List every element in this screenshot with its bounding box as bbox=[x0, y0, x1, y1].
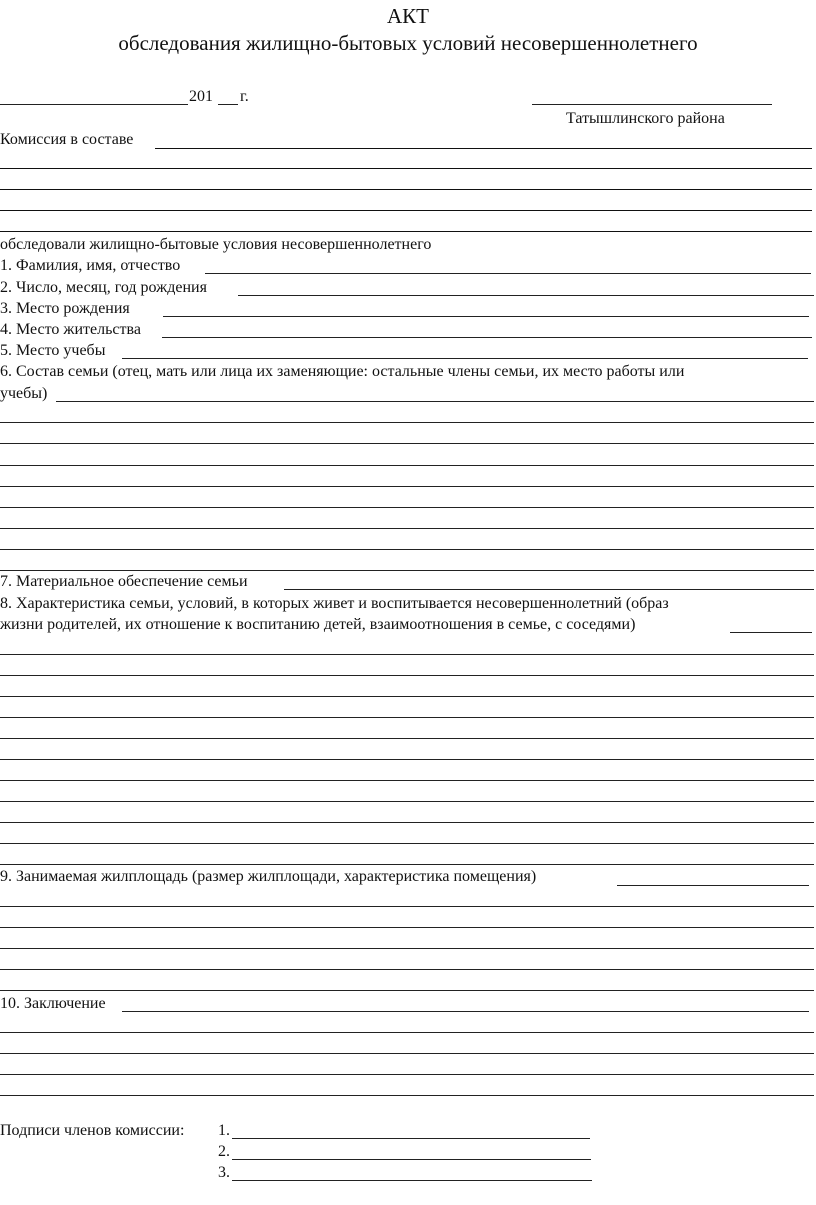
field-characteristic-line[interactable] bbox=[0, 759, 814, 760]
field-family-line[interactable] bbox=[0, 443, 814, 444]
field-characteristic-line[interactable] bbox=[0, 675, 814, 676]
field-family-line[interactable] bbox=[0, 465, 814, 466]
date-blank-line[interactable] bbox=[0, 104, 188, 105]
commission-blank-line[interactable] bbox=[0, 231, 812, 232]
field-living-space-line[interactable] bbox=[0, 906, 814, 907]
field-study-place-line[interactable] bbox=[122, 358, 808, 359]
signature-line-3[interactable] bbox=[232, 1180, 592, 1181]
field-study-place-label: 5. Место учебы bbox=[0, 342, 106, 359]
field-residence-line[interactable] bbox=[162, 337, 812, 338]
field-family-line[interactable] bbox=[0, 507, 814, 508]
field-characteristic-line[interactable] bbox=[0, 717, 814, 718]
field-birth-place-line[interactable] bbox=[163, 316, 809, 317]
field-living-space-line[interactable] bbox=[0, 969, 814, 970]
field-name-label: 1. Фамилия, имя, отчество bbox=[0, 257, 181, 274]
field-material-line[interactable] bbox=[284, 589, 814, 590]
field-family-label-line2: учебы) bbox=[0, 385, 48, 402]
signature-number-1: 1. bbox=[218, 1122, 230, 1139]
field-family-line[interactable] bbox=[0, 549, 814, 550]
field-characteristic-line[interactable] bbox=[0, 654, 814, 655]
year-suffix: г. bbox=[240, 88, 249, 105]
signature-line-2[interactable] bbox=[232, 1159, 591, 1160]
field-family-line[interactable] bbox=[0, 486, 814, 487]
commission-label: Комиссия в составе bbox=[0, 131, 134, 148]
signatures-label: Подписи членов комиссии: bbox=[0, 1122, 185, 1139]
field-living-space-label: 9. Занимаемая жилплощадь (размер жилплощади, характеристика помещения) bbox=[0, 868, 537, 885]
commission-blank-line[interactable] bbox=[155, 148, 812, 149]
field-living-space-line[interactable] bbox=[0, 948, 814, 949]
field-characteristic-label-line1: 8. Характеристика семьи, условий, в которых живет и воспитывается несовершеннолетний (образ bbox=[0, 595, 669, 612]
field-conclusion-line[interactable] bbox=[0, 1053, 814, 1054]
field-characteristic-line[interactable] bbox=[0, 843, 814, 844]
signature-number-3: 3. bbox=[218, 1164, 230, 1181]
field-family-line[interactable] bbox=[56, 401, 814, 402]
field-conclusion-line[interactable] bbox=[0, 1095, 814, 1096]
commission-blank-line[interactable] bbox=[0, 210, 812, 211]
field-conclusion-line[interactable] bbox=[0, 1074, 814, 1075]
signature-number-2: 2. bbox=[218, 1143, 230, 1160]
field-living-space-line[interactable] bbox=[0, 990, 814, 991]
field-conclusion-line[interactable] bbox=[0, 1032, 814, 1033]
field-family-line[interactable] bbox=[0, 528, 814, 529]
year-prefix: 201 bbox=[189, 88, 213, 105]
commission-conclusion-text: обследовали жилищно-бытовые условия несовершеннолетнего bbox=[0, 236, 432, 253]
field-material-label: 7. Материальное обеспечение семьи bbox=[0, 573, 248, 590]
settlement-blank-line[interactable] bbox=[532, 104, 772, 105]
field-conclusion-label: 10. Заключение bbox=[0, 995, 106, 1012]
district-label: Татышлинского района bbox=[566, 110, 725, 127]
field-characteristic-line[interactable] bbox=[0, 780, 814, 781]
field-living-space-line[interactable] bbox=[617, 885, 809, 886]
document-title: АКТ bbox=[387, 4, 429, 28]
commission-blank-line[interactable] bbox=[0, 189, 812, 190]
commission-blank-line[interactable] bbox=[0, 168, 812, 169]
signature-line-1[interactable] bbox=[232, 1138, 590, 1139]
field-characteristic-line[interactable] bbox=[0, 801, 814, 802]
field-characteristic-line[interactable] bbox=[0, 738, 814, 739]
field-characteristic-line[interactable] bbox=[0, 822, 814, 823]
field-birth-date-label: 2. Число, месяц, год рождения bbox=[0, 279, 207, 296]
field-family-label-line1: 6. Состав семьи (отец, мать или лица их заменяющие: остальные члены семьи, их место работы или bbox=[0, 363, 685, 380]
field-birth-place-label: 3. Место рождения bbox=[0, 300, 130, 317]
field-name-line[interactable] bbox=[205, 273, 811, 274]
field-characteristic-line[interactable] bbox=[730, 632, 812, 633]
field-conclusion-line[interactable] bbox=[122, 1011, 809, 1012]
field-residence-label: 4. Место жительства bbox=[0, 321, 141, 338]
field-birth-date-line[interactable] bbox=[238, 295, 814, 296]
field-characteristic-line[interactable] bbox=[0, 696, 814, 697]
year-blank-line[interactable] bbox=[218, 104, 238, 105]
field-living-space-line[interactable] bbox=[0, 927, 814, 928]
field-characteristic-label-line2: жизни родителей, их отношение к воспитанию детей, взаимоотношения в семье, с соседями) bbox=[0, 616, 636, 633]
field-family-line[interactable] bbox=[0, 570, 814, 571]
field-family-line[interactable] bbox=[0, 422, 814, 423]
document-subtitle: обследования жилищно-бытовых условий несовершеннолетнего bbox=[118, 31, 698, 55]
field-characteristic-line[interactable] bbox=[0, 864, 814, 865]
